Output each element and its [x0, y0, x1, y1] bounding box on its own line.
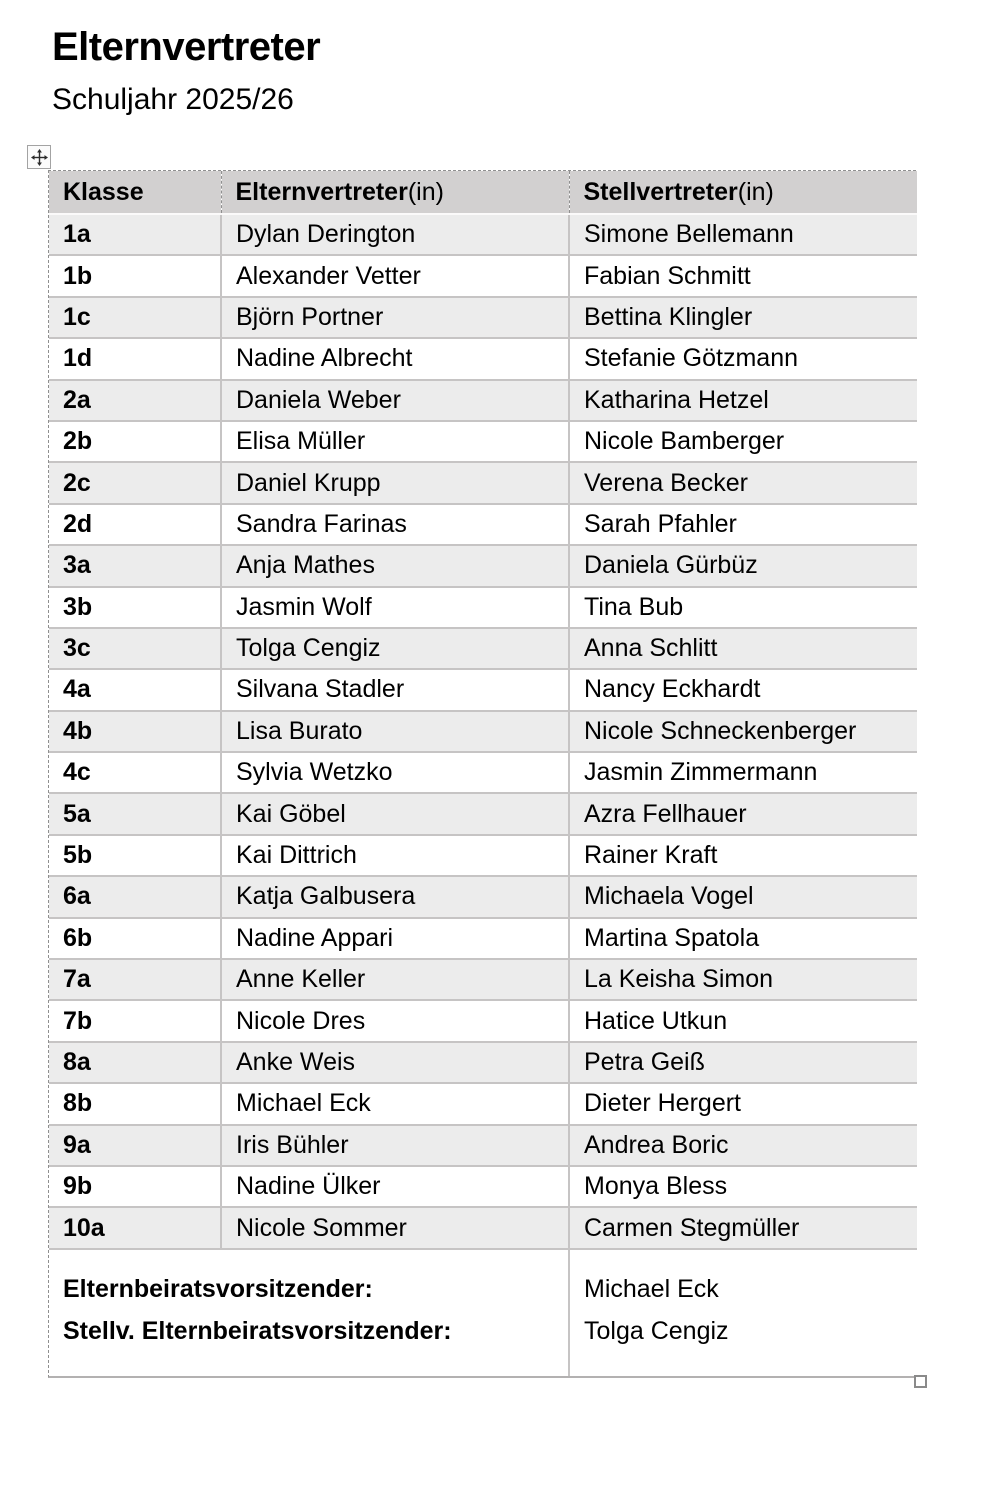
cell-stellvertreter[interactable]: Bettina Klingler [569, 297, 917, 338]
cell-stellvertreter[interactable]: La Keisha Simon [569, 959, 917, 1000]
cell-elternvertreter[interactable]: Lisa Burato [221, 711, 569, 752]
cell-elternvertreter[interactable]: Silvana Stadler [221, 669, 569, 710]
cell-elternvertreter[interactable]: Tolga Cengiz [221, 628, 569, 669]
cell-elternvertreter[interactable]: Nicole Sommer [221, 1207, 569, 1248]
cell-stellvertreter[interactable]: Stefanie Götzmann [569, 338, 917, 379]
table-row [49, 793, 917, 834]
page-subtitle[interactable]: Schuljahr 2025/26 [52, 83, 294, 116]
cell-klasse[interactable]: 1a [49, 214, 221, 255]
table-header-row [49, 171, 917, 214]
cell-elternvertreter[interactable]: Kai Göbel [221, 793, 569, 834]
header-stellvertreter[interactable]: Stellvertreter(in) [569, 171, 917, 214]
table-row [49, 959, 917, 1000]
table-row [49, 462, 917, 503]
cell-elternvertreter[interactable]: Björn Portner [221, 297, 569, 338]
cell-elternvertreter[interactable]: Michael Eck [221, 1083, 569, 1124]
cell-stellvertreter[interactable]: Verena Becker [569, 462, 917, 503]
table-row [49, 255, 917, 296]
cell-stellvertreter[interactable]: Sarah Pfahler [569, 504, 917, 545]
table-row [49, 1042, 917, 1083]
cell-klasse[interactable]: 7a [49, 959, 221, 1000]
move-cross-icon [31, 149, 48, 166]
cell-elternvertreter[interactable]: Sylvia Wetzko [221, 752, 569, 793]
cell-klasse[interactable]: 1d [49, 338, 221, 379]
page-title[interactable]: Elternvertreter [52, 25, 321, 69]
cell-stellvertreter[interactable]: Dieter Hergert [569, 1083, 917, 1124]
chair-value: Michael Eck [584, 1274, 719, 1303]
cell-klasse[interactable]: 3b [49, 587, 221, 628]
table-footer-row [49, 1249, 917, 1376]
cell-klasse[interactable]: 1c [49, 297, 221, 338]
table-row [49, 214, 917, 255]
table-row [49, 297, 917, 338]
cell-elternvertreter[interactable]: Nadine Appari [221, 918, 569, 959]
footer-values-cell[interactable] [569, 1249, 917, 1376]
cell-stellvertreter[interactable]: Daniela Gürbüz [569, 545, 917, 586]
cell-klasse[interactable]: 9a [49, 1125, 221, 1166]
cell-klasse[interactable]: 5a [49, 793, 221, 834]
cell-elternvertreter[interactable]: Sandra Farinas [221, 504, 569, 545]
cell-elternvertreter[interactable]: Daniela Weber [221, 380, 569, 421]
cell-klasse[interactable]: 10a [49, 1207, 221, 1248]
cell-stellvertreter[interactable]: Nicole Schneckenberger [569, 711, 917, 752]
cell-elternvertreter[interactable]: Anne Keller [221, 959, 569, 1000]
cell-klasse[interactable]: 2c [49, 462, 221, 503]
cell-elternvertreter[interactable]: Dylan Derington [221, 214, 569, 255]
cell-klasse[interactable]: 9b [49, 1166, 221, 1207]
table-row [49, 918, 917, 959]
table-row [49, 1000, 917, 1041]
cell-klasse[interactable]: 2b [49, 421, 221, 462]
cell-stellvertreter[interactable]: Anna Schlitt [569, 628, 917, 669]
table-row [49, 1083, 917, 1124]
cell-stellvertreter[interactable]: Nicole Bamberger [569, 421, 917, 462]
table-row [49, 752, 917, 793]
table-row [49, 545, 917, 586]
cell-stellvertreter[interactable]: Rainer Kraft [569, 835, 917, 876]
cell-elternvertreter[interactable]: Daniel Krupp [221, 462, 569, 503]
cell-elternvertreter[interactable]: Elisa Müller [221, 421, 569, 462]
cell-elternvertreter[interactable]: Katja Galbusera [221, 876, 569, 917]
cell-klasse[interactable]: 3a [49, 545, 221, 586]
table-body [49, 214, 917, 1249]
cell-stellvertreter[interactable]: Monya Bless [569, 1166, 917, 1207]
table-row [49, 587, 917, 628]
cell-klasse[interactable]: 2a [49, 380, 221, 421]
cell-elternvertreter[interactable]: Anja Mathes [221, 545, 569, 586]
cell-klasse[interactable]: 8b [49, 1083, 221, 1124]
cell-stellvertreter[interactable]: Carmen Stegmüller [569, 1207, 917, 1248]
deputy-chair-label: Stellv. Elternbeiratsvorsitzender: [63, 1316, 452, 1345]
cell-elternvertreter[interactable]: Nadine Albrecht [221, 338, 569, 379]
table-row [49, 835, 917, 876]
table-row [49, 1125, 917, 1166]
table-row [49, 876, 917, 917]
cell-klasse[interactable]: 4b [49, 711, 221, 752]
cell-stellvertreter[interactable]: Nancy Eckhardt [569, 669, 917, 710]
cell-elternvertreter[interactable]: Iris Bühler [221, 1125, 569, 1166]
cell-stellvertreter[interactable]: Michaela Vogel [569, 876, 917, 917]
cell-stellvertreter[interactable]: Tina Bub [569, 587, 917, 628]
cell-elternvertreter[interactable]: Alexander Vetter [221, 255, 569, 296]
cell-stellvertreter[interactable]: Andrea Boric [569, 1125, 917, 1166]
table-container [48, 170, 916, 1378]
table-move-handle[interactable] [27, 145, 51, 169]
cell-klasse[interactable]: 4c [49, 752, 221, 793]
cell-elternvertreter[interactable]: Anke Weis [221, 1042, 569, 1083]
elternvertreter-table [49, 171, 917, 1376]
table-row [49, 338, 917, 379]
cell-klasse[interactable]: 6a [49, 876, 221, 917]
cell-elternvertreter[interactable]: Jasmin Wolf [221, 587, 569, 628]
cell-klasse[interactable]: 5b [49, 835, 221, 876]
table-row [49, 669, 917, 710]
table-row [49, 380, 917, 421]
header-elternvertreter[interactable]: Elternvertreter(in) [221, 171, 569, 214]
cell-klasse[interactable]: 3c [49, 628, 221, 669]
table-row [49, 711, 917, 752]
cell-stellvertreter[interactable]: Simone Bellemann [569, 214, 917, 255]
cell-stellvertreter[interactable]: Jasmin Zimmermann [569, 752, 917, 793]
cell-klasse[interactable]: 4a [49, 669, 221, 710]
cell-klasse[interactable]: 8a [49, 1042, 221, 1083]
table-row [49, 504, 917, 545]
cell-stellvertreter[interactable]: Fabian Schmitt [569, 255, 917, 296]
cell-stellvertreter[interactable]: Azra Fellhauer [569, 793, 917, 834]
cell-stellvertreter[interactable]: Petra Geiß [569, 1042, 917, 1083]
cell-klasse[interactable]: 6b [49, 918, 221, 959]
cell-elternvertreter[interactable]: Nicole Dres [221, 1000, 569, 1041]
cell-klasse[interactable]: 1b [49, 255, 221, 296]
table-row [49, 628, 917, 669]
table-row [49, 1207, 917, 1248]
cell-stellvertreter[interactable]: Martina Spatola [569, 918, 917, 959]
deputy-chair-value: Tolga Cengiz [584, 1316, 729, 1345]
cell-elternvertreter[interactable]: Kai Dittrich [221, 835, 569, 876]
cell-stellvertreter[interactable]: Katharina Hetzel [569, 380, 917, 421]
table-row [49, 421, 917, 462]
header-klasse[interactable]: Klasse [49, 171, 221, 214]
footer-labels-cell[interactable] [49, 1249, 569, 1376]
table-resize-handle[interactable] [914, 1375, 927, 1388]
cell-klasse[interactable]: 7b [49, 1000, 221, 1041]
chair-label: Elternbeiratsvorsitzender: [63, 1274, 373, 1303]
table-row [49, 1166, 917, 1207]
cell-elternvertreter[interactable]: Nadine Ülker [221, 1166, 569, 1207]
cell-stellvertreter[interactable]: Hatice Utkun [569, 1000, 917, 1041]
cell-klasse[interactable]: 2d [49, 504, 221, 545]
